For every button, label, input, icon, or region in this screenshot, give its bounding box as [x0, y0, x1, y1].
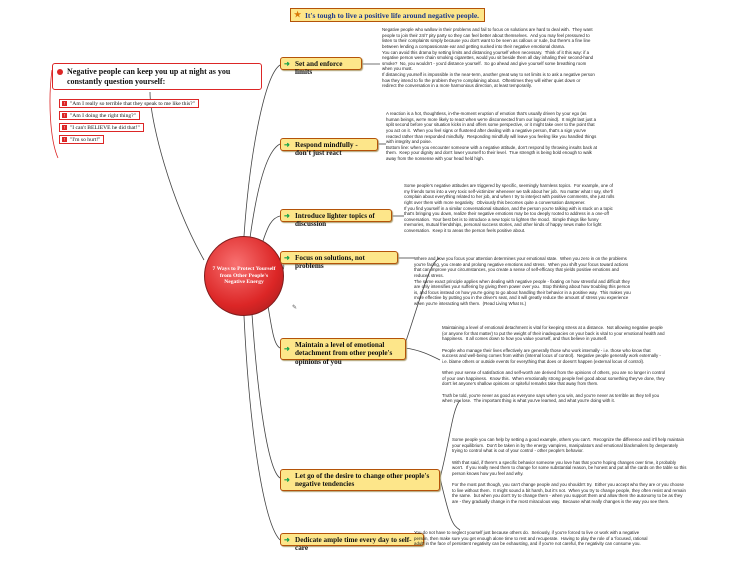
topic-respond-mindfully[interactable] — [280, 138, 378, 158]
arrow-right-icon: ➜ — [284, 140, 290, 149]
topic-focus-solutions[interactable] — [280, 251, 398, 271]
thought-text: "I can't BELIEVE he did that!" — [70, 125, 140, 131]
page-title: It's tough to live a positive life around negative people. — [305, 11, 480, 20]
arrow-right-icon: ➜ — [284, 211, 290, 220]
topic-lighter-topics[interactable] — [280, 209, 392, 229]
quote-icon: ! — [63, 125, 66, 130]
note-self-care: You do not have to neglect yourself just because others do. Seriously, if you're forced to live or work with a negative person, then make sure you get enough alone time to rest and recuperate. Having to play the role of a 'focused, rational adult' in the face of persistent negativity can be exhausting, and if you're not careful, the negativity can consume you. — [414, 530, 649, 547]
note-set-limits: Negative people who wallow in their problems and fail to focus on solutions are hard to deal with. They want people to join their 24/7 pity party so they can feel better about themselves. And you may feel pressured to listen to their complaints simply because you don't want to be seen as callous or rude, but there's a fine line between lending a compassionate ear and getting sucked into their negative emotional drama. You can avoid this drama by setting limits and distancing yourself when necessary. Think of it this way: if a negative person were chain smoking cigarettes, would you sit beside them all day inhaling their second-hand smoke? No, you wouldn't - you'd distance yourself. So go ahead and give yourself some breathing room when you must. If distancing yourself is impossible in the near-term, another great way to set limits is to ask a negative person how they intend to fix the problem they're complaining about. Oftentimes they will either quiet down or redirect the conversation in a more harmonious direction, at least temporarily. — [382, 27, 595, 89]
thought-item[interactable] — [59, 99, 199, 108]
star-icon: ★ — [294, 10, 302, 19]
topic-label: Let go of the desire to change other people's negative tendencies — [295, 472, 430, 489]
quote-icon: ! — [63, 137, 66, 142]
topic-label: Respond mindfully - don't just react — [295, 141, 358, 158]
arrow-right-icon: ➜ — [284, 253, 290, 262]
branch-line — [150, 92, 204, 260]
note-focus-solutions: Where and how you focus your attention determines your emotional state. When you zero in on the problems you're facing, you create and prolong negative emotions and stress. When you shift your focus toward actions that can improve your circumstances, you create a sense of self-efficacy that yields positive emotions and reduces stress. The same exact principle applies when dealing with negative people - fixating on how stressful and difficult they are only intensifies your suffering by giving them power over you. Stop thinking about how troubling this person is, and focus instead on how you're going to go about handling their behavior in a positive way. This makes you more effective by putting you in the driver's seat, and it will greatly reduce the amount of stress you experience when you're interacting with them. (Read Living What Is.) — [414, 256, 631, 306]
thought-item[interactable] — [59, 123, 144, 132]
thought-text: "Am I really so terrible that they speak to me like this?" — [70, 101, 195, 107]
topic-emotional-detachment[interactable] — [280, 338, 406, 366]
note-let-go: Some people you can help by setting a good example, others you can't. Recognize the difference and it'll help maintain your equilibrium. Don't be taken in by the energy vampires, manipulators and emotional blackmailers by desperately trying to control what is out of your control - other people's behavior. With that said, if there's a specific behavior someone you love has that you're hoping changes over time, it probably won't. If you really need them to change for some substantial reason, be honest and put all the cards on the table so this person knows how you feel and why. For the most part though, you can't change people and you shouldn't try. Either you accept who they are or you choose to live without them. It might sound a bit harsh, but it's not. When you try to change people, they often resist and remain the same. but when you don't try to change them - when you support them and allow them the autonomy to be as they are - they gradually change in the most miraculous way. Because what really changes is the way you see them. — [452, 437, 687, 504]
branch-line — [244, 316, 280, 540]
arrow-right-icon: ➜ — [284, 475, 290, 484]
topic-label: Dedicate ample time every day to self-care — [295, 536, 412, 553]
quote-icon: ! — [63, 101, 66, 106]
thought-text: "Am I doing the right thing?" — [70, 113, 136, 119]
central-topic[interactable] — [204, 236, 284, 316]
branch-line — [262, 216, 280, 244]
topic-label: Set and enforce limits — [295, 60, 343, 77]
pencil-icon: ✎ — [292, 305, 298, 311]
branch-line — [250, 144, 280, 238]
branch-line — [405, 348, 440, 360]
branch-line — [268, 306, 280, 348]
arrow-right-icon: ➜ — [284, 535, 290, 544]
topic-let-go[interactable] — [280, 469, 440, 491]
note-emotional-detachment: Maintaining a level of emotional detachment is vital for keeping stress at a distance. Not allowing negative people (or anyone for that matter) to put the weight of their inadequacies on your back is vital to your emotional health and happiness. It all comes down to how you value yourself, and thus believe in yourself. People who manage their lives effectively are generally those who work internally - i.e. those who know that success and well-being comes from within (internal locus of control). Negative people generally work externally - i.e. blame others or outside events for everything that does or doesn't happen (external locus of control). When your sense of satisfaction and self-worth are derived from the opinions of others, you are no longer in control of your own happiness. Know this. When emotionally strong people feel good about something they've done, they don't let anyone's shallow opinions or spiteful remarks take that away from them. Truth be told, you're never as good as everyone says when you win, and you're never as terrible as they tell you when you lose. The important thing is what you've learned, and what you're doing with it. — [442, 325, 666, 404]
bullet-icon — [57, 69, 63, 75]
title-box — [290, 8, 485, 22]
branch-line — [244, 65, 280, 236]
arrow-right-icon: ➜ — [284, 59, 290, 68]
thought-item[interactable] — [59, 135, 104, 144]
question-text: Negative people can keep you up at night as you constantly question yourself: — [67, 67, 231, 86]
note-respond-mindfully: A reaction is a hot, thoughtless, in-the-moment eruption of emotion that's usually driven by your ego (as human beings, we're more likely to react when we're disconnected from our logical mind). It might last just a split second before your situation kicks in and offers some perspective, or it might take over to the point that you act on it. When you feel signs or flustered after dealing with a negative person, that's a sign you've reacted rather than responded mindfully. Responding mindfully will leave you feeling like you handled things with integrity and poise. Bottom line: when you encounter someone with a negative attitude, don't respond by throwing insults back at them. Keep your dignity and don't lower yourself to their level. True strength is being bold enough to walk away from the nonsense with your head held high. — [386, 111, 597, 161]
central-topic-text: 7 Ways to Protect Yourself from Other People's Negative Energy — [212, 265, 276, 286]
topic-label: Introduce lighter topics of discussion — [295, 212, 375, 229]
arrow-right-icon: ➜ — [284, 344, 290, 353]
note-lighter-topics: Some people's negative attitudes are triggered by specific, seemingly harmless topics. For example, one of my friends turns into a very toxic self-victimizer whenever we talk about her job. No matter what I say, she'll complain about everything related to her job, and when I try to interject with positive comments, she just rolls right over them with more negativity. Obviously this becomes quite a conversation dampener. If you find yourself in a similar conversational situation, and the person you're talking with is stuck on a topic that's bringing you down, realize their negative emotions may be too deeply rooted to address in a one-off conversation. Your best bet is to introduce a new topic to lighten the mood. Simple things like funny memories, mutual friendships, personal success stories, and other kinds of happy news make for light conversation. Keep it to areas the person feels positive about. — [404, 183, 615, 233]
topic-label: Maintain a level of emotional detachment from other people's opinions of you — [295, 341, 393, 366]
topic-label: Focus on solutions, not problems — [295, 254, 365, 271]
topic-set-limits[interactable] — [280, 57, 362, 77]
thought-text: "I'm so hurt!" — [70, 137, 101, 143]
question-node[interactable] — [52, 63, 262, 90]
topic-self-care[interactable] — [280, 533, 424, 553]
quote-icon: ! — [63, 113, 66, 118]
thought-item[interactable] — [59, 111, 140, 120]
